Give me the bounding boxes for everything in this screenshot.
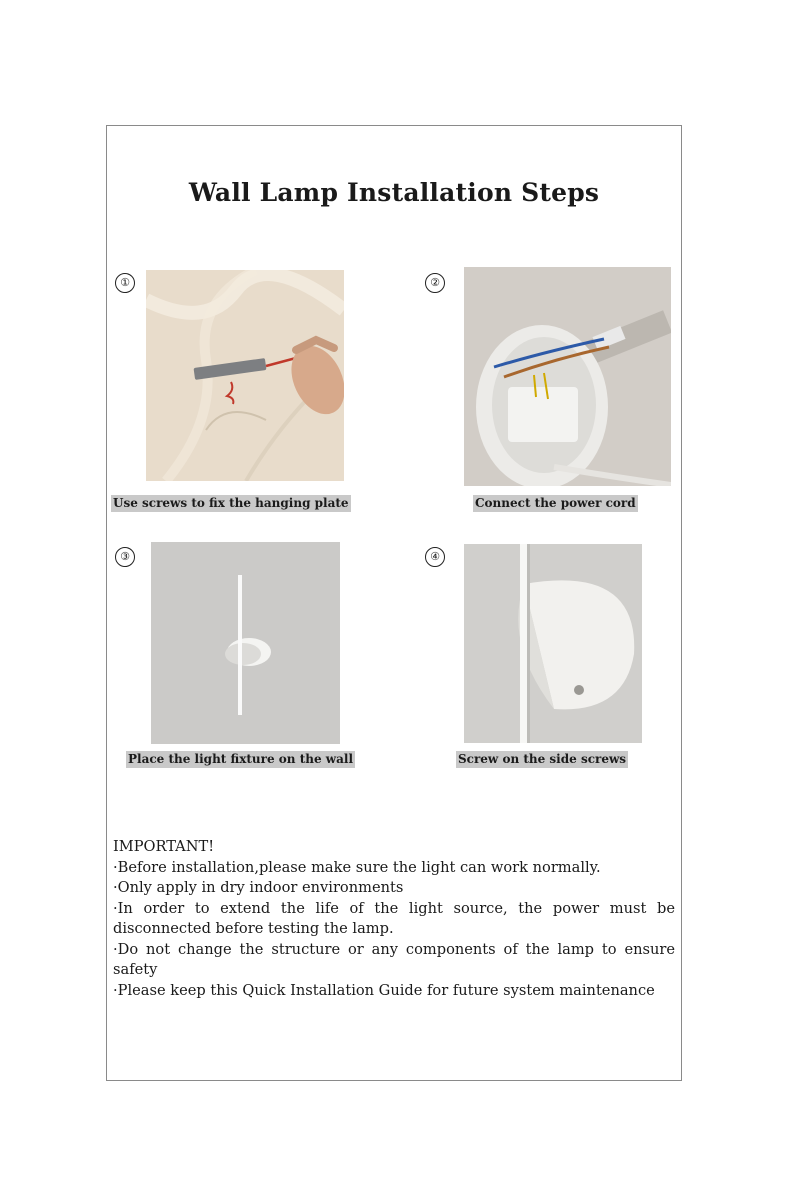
important-item: ·Only apply in dry indoor environments (113, 879, 404, 896)
step-number-4: ④ (425, 547, 445, 567)
hanging-plate-photo (146, 270, 344, 481)
step-caption-1: Use screws to fix the hanging plate (113, 496, 349, 510)
step-caption-3: Place the light fixture on the wall (128, 752, 353, 766)
important-item: ·In order to extend the life of the light source, the power must be disconnected before testing the lamp. (113, 899, 675, 937)
important-notes (113, 837, 675, 1001)
important-heading: IMPORTANT! (113, 838, 215, 855)
step-number-2: ② (425, 273, 445, 293)
important-item: ·Do not change the structure or any components of the lamp to ensure safety (113, 940, 675, 978)
instruction-sheet (106, 125, 682, 1081)
step-caption-2: Connect the power cord (475, 496, 636, 510)
important-item: ·Before installation,please make sure the light can work normally. (113, 858, 601, 876)
power-cord-photo (464, 267, 671, 486)
fixture-on-wall-photo (151, 542, 340, 744)
step-caption-4: Screw on the side screws (458, 752, 627, 766)
page-title: Wall Lamp Installation Steps (188, 178, 600, 207)
step-number-3: ③ (115, 547, 135, 567)
step-number-1: ① (115, 273, 135, 293)
side-screws-photo (464, 544, 642, 743)
important-item: ·Please keep this Quick Installation Guide for future system maintenance (113, 981, 655, 999)
